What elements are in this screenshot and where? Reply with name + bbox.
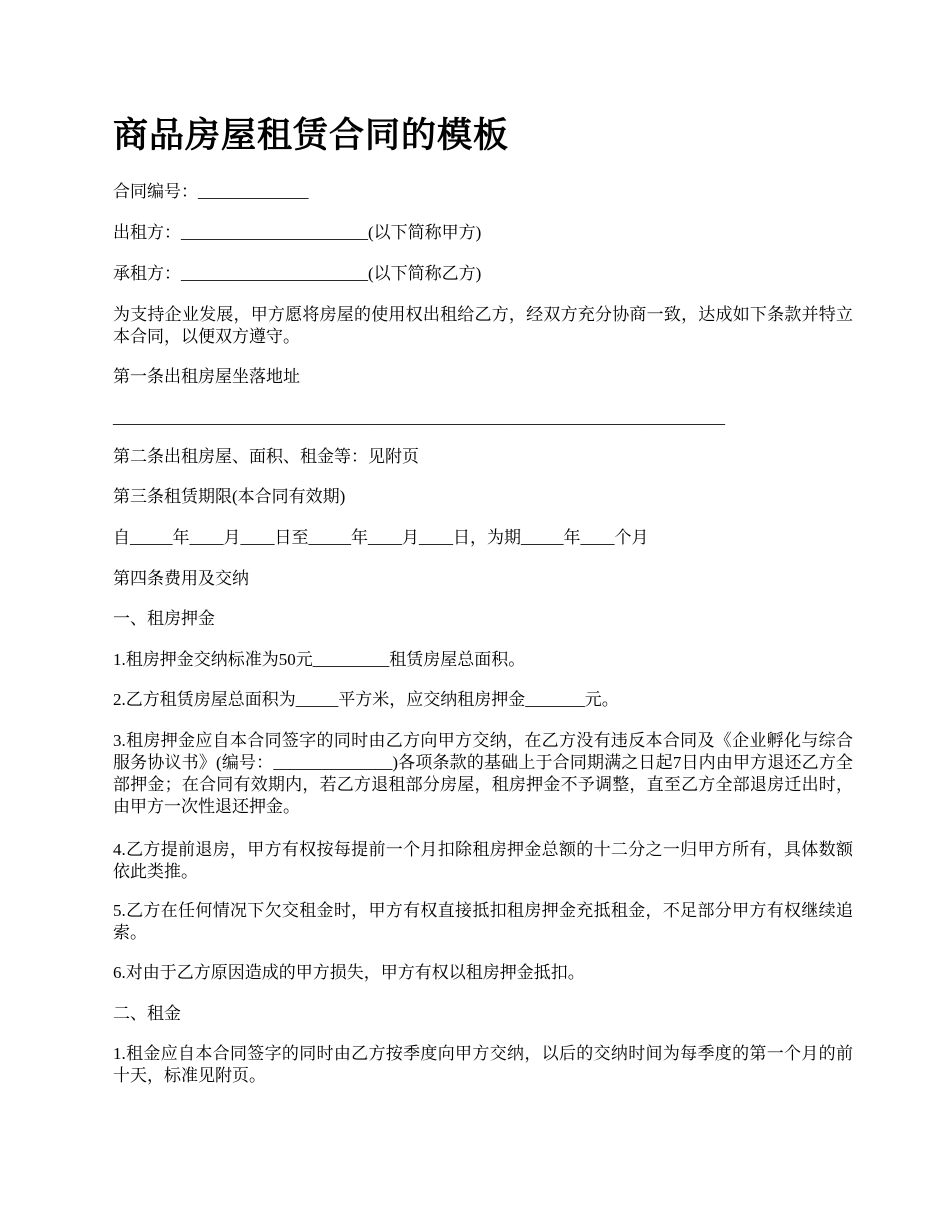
article-4-heading: 第四条费用及交纳 xyxy=(113,569,249,588)
deposit-clause-3: 3.租房押金应自本合同签字的同时由乙方向甲方交纳，在乙方没有违反本合同及《企业孵化与综合服务协议书》(编号：______________)各项条款的基础上于合同期满之日起7日内由甲方退还乙方全部押金；在合同有效期内，若乙方退租部分房屋，租房押金不予调整，直至乙方全部退房迁出时，由甲方一次性退还押金。 xyxy=(113,731,853,816)
preamble-paragraph: 为支持企业发展，甲方愿将房屋的使用权出租给乙方，经双方充分协商一致，达成如下条款并特立本合同，以便双方遵守。 xyxy=(113,305,853,346)
address-blank-line: ________________________________________________________________________ xyxy=(113,408,725,427)
contract-number-line: 合同编号：_____________ xyxy=(113,182,309,201)
deposit-clause-5: 5.乙方在任何情况下欠交租金时，甲方有权直接抵扣租房押金充抵租金，不足部分甲方有权继续追索。 xyxy=(113,901,853,942)
lease-term-line: 自_____年____月____日至_____年____月____日，为期_____年____个月 xyxy=(113,528,649,547)
deposit-clause-2: 2.乙方租赁房屋总面积为_____平方米，应交纳租房押金_______元。 xyxy=(113,690,619,709)
deposit-clause-1: 1.租房押金交纳标准为50元_________租赁房屋总面积。 xyxy=(113,650,526,669)
article-1-heading: 第一条出租房屋坐落地址 xyxy=(113,367,300,386)
rent-section-heading: 二、租金 xyxy=(113,1004,181,1023)
article-3-heading: 第三条租赁期限(本合同有效期) xyxy=(113,487,346,506)
deposit-clause-4: 4.乙方提前退房，甲方有权按每提前一个月扣除租房押金总额的十二分之一归甲方所有，具体数额依此类推。 xyxy=(113,840,853,881)
rent-clause-1: 1.租金应自本合同签字的同时由乙方按季度向甲方交纳，以后的交纳时间为每季度的第一个月的前十天，标准见附页。 xyxy=(113,1044,853,1085)
lessee-line: 承租方：______________________(以下简称乙方) xyxy=(113,264,482,283)
lessor-line: 出租方：______________________(以下简称甲方) xyxy=(113,223,482,242)
article-2-heading: 第二条出租房屋、面积、租金等：见附页 xyxy=(113,447,419,466)
deposit-section-heading: 一、租房押金 xyxy=(113,609,215,628)
deposit-clause-6: 6.对由于乙方原因造成的甲方损失，甲方有权以租房押金抵扣。 xyxy=(113,963,585,982)
document-title: 商品房屋租赁合同的模板 xyxy=(113,116,510,156)
